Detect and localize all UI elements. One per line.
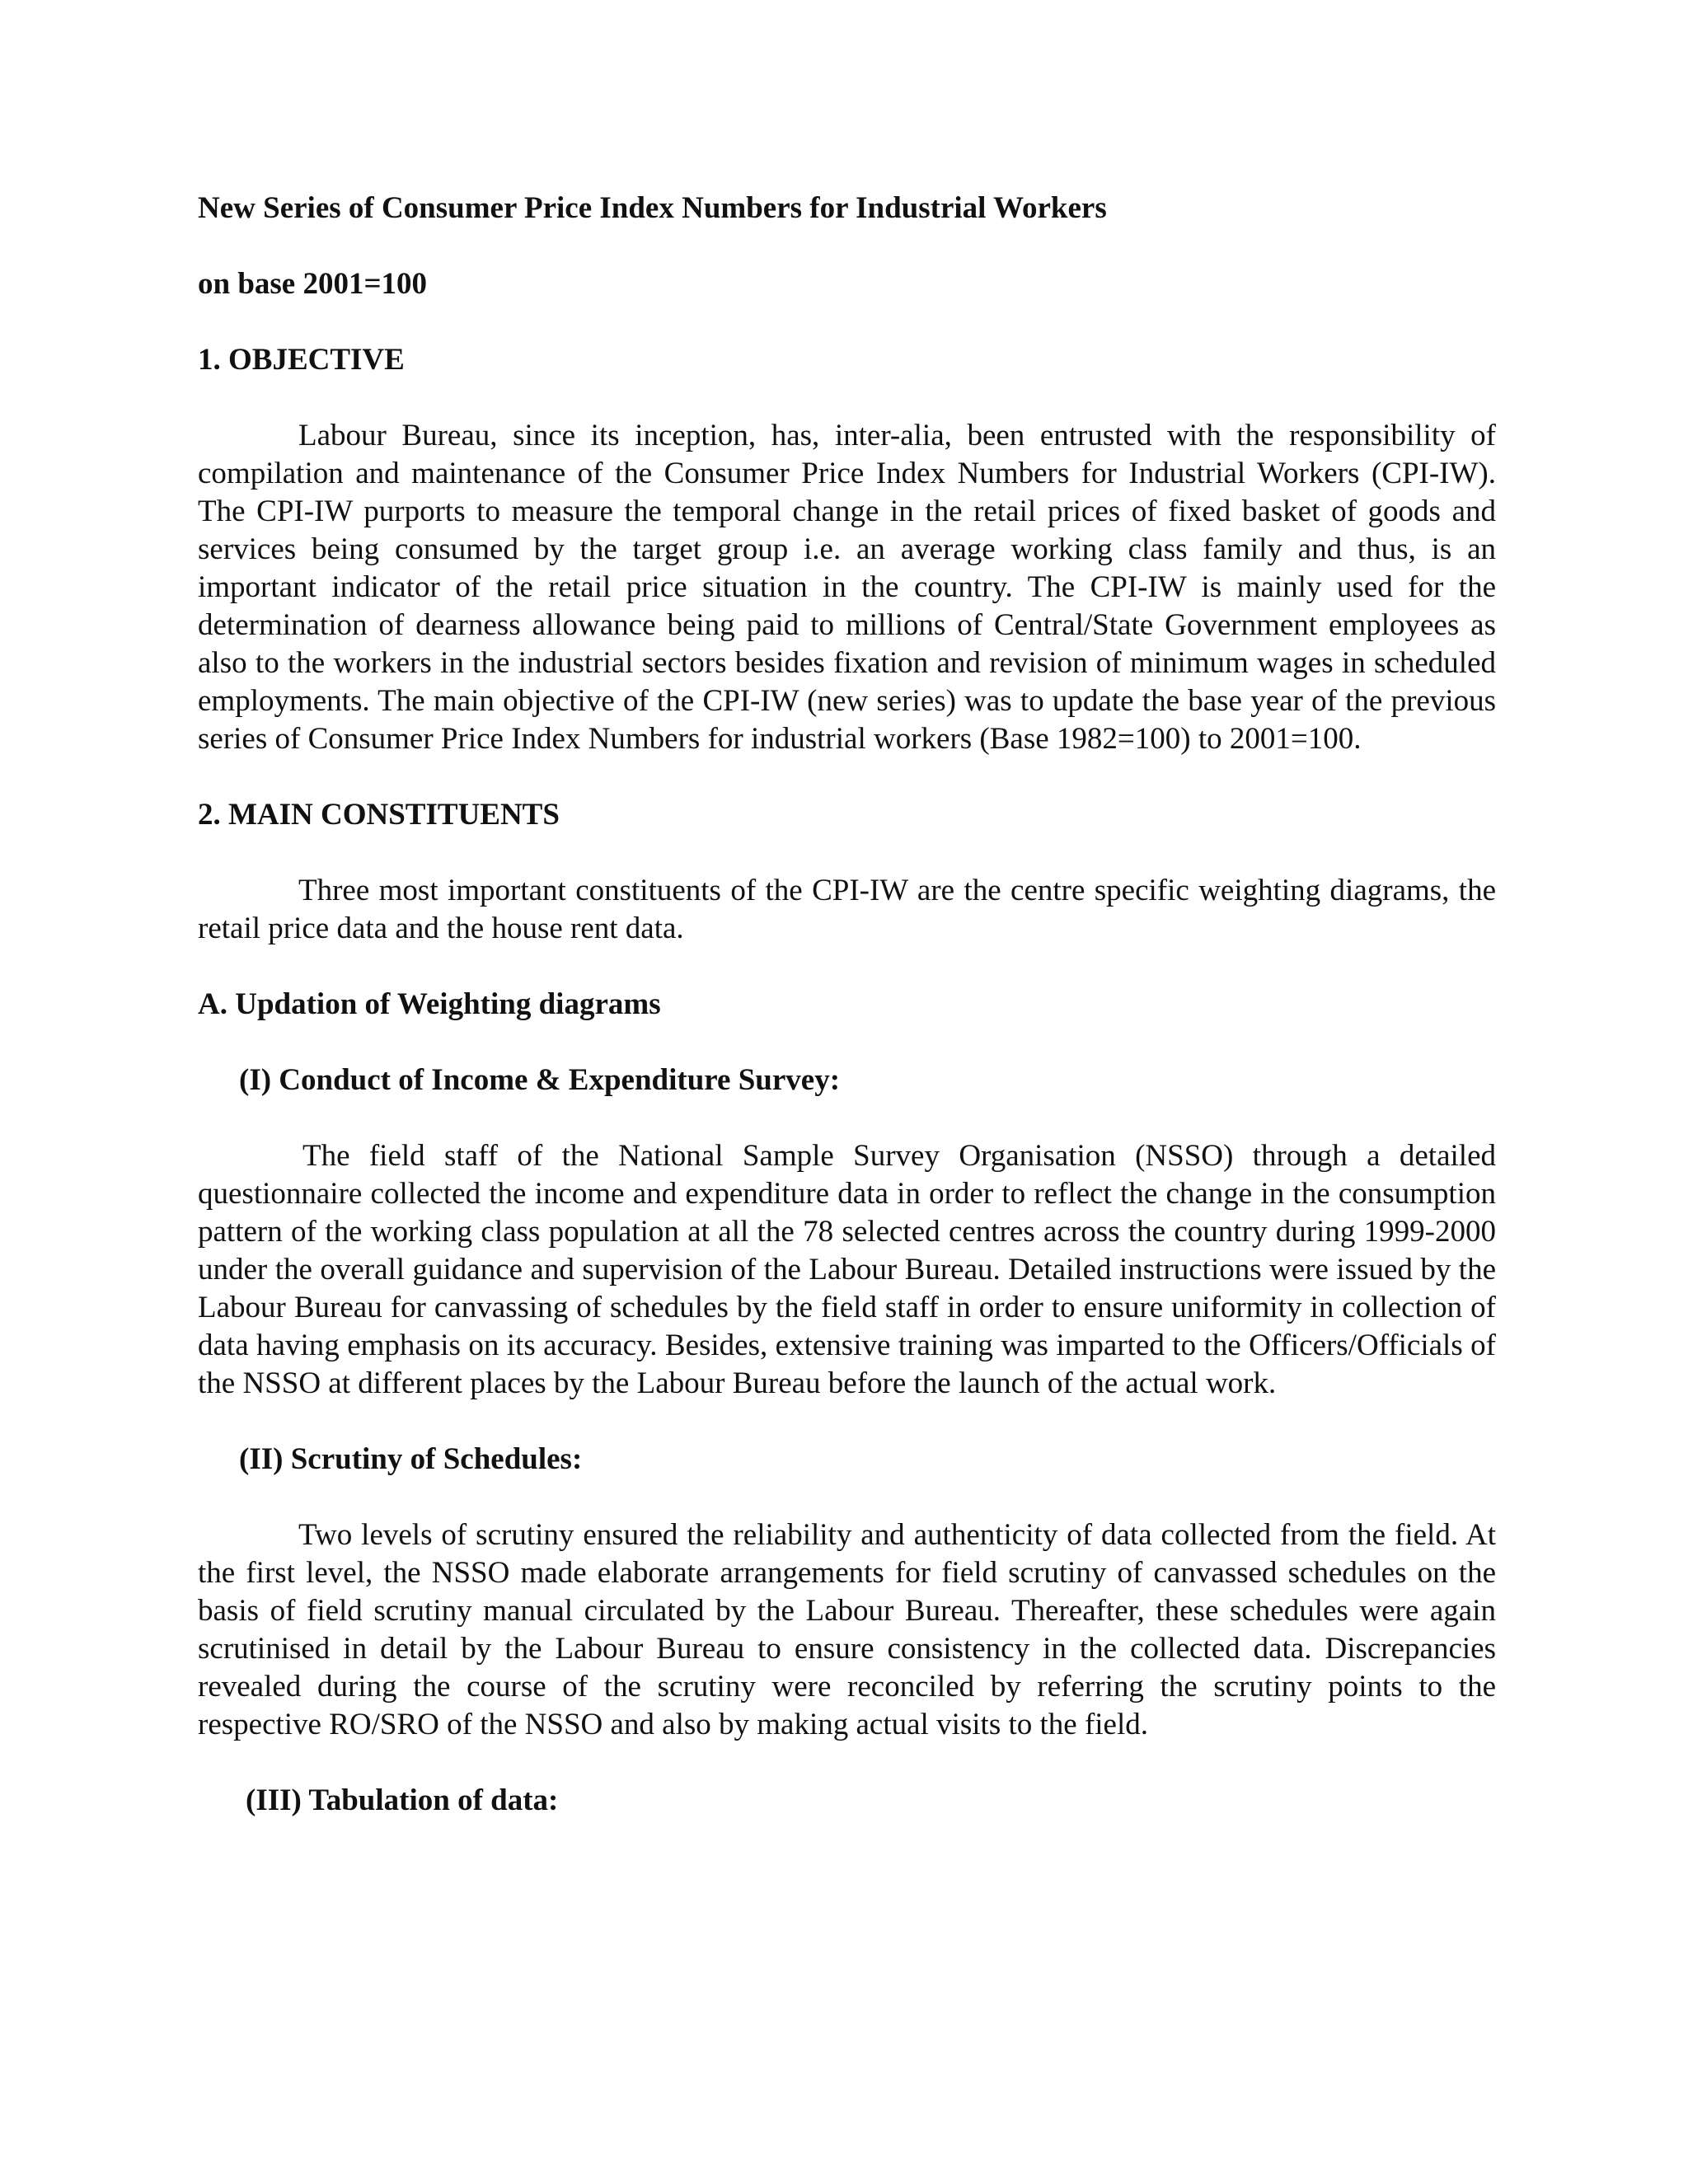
section-heading-main-constituents: 2. MAIN CONSTITUENTS xyxy=(198,798,560,832)
document-page xyxy=(198,190,1496,1820)
section-heading-objective: 1. OBJECTIVE xyxy=(198,343,405,377)
section-paragraph-main-constituents: Three most important constituents of the CPI-IW are the centre specific weighting diagrams, the retail price data and the house rent data. xyxy=(198,874,1496,945)
subsection-heading-tabulation: (III) Tabulation of data: xyxy=(246,1783,559,1817)
section-paragraph-objective: Labour Bureau, since its inception, has, inter-alia, been entrusted with the responsibility of compilation and maintenance of the Consumer Price Index Numbers for Industrial Workers (CPI-IW). The CPI-IW purports to measure the temporal change in the retail prices of fixed basket of goods and services being consumed by the target group i.e. an average working class family and thus, is an important indicator of the retail price situation in the country. The CPI-IW is mainly used for the determination of dearness allowance being paid to millions of Central/State Government employees as also to the workers in the industrial sectors besides fixation and revision of minimum wages in scheduled employments. The main objective of the CPI-IW (new series) was to update the base year of the previous series of Consumer Price Index Numbers for industrial workers (Base 1982=100) to 2001=100. xyxy=(198,419,1496,756)
section-heading-updation: A. Updation of Weighting diagrams xyxy=(198,987,661,1021)
subsection-paragraph-survey: The field staff of the National Sample Survey Organisation (NSSO) through a detailed questionnaire collected the income and expenditure data in order to reflect the change in the consumption pattern of the working class population at all the 78 selected centres across the country during 1999-2000 under the overall guidance and supervision of the Labour Bureau. Detailed instructions were issued by the Labour Bureau for canvassing of schedules by the field staff in order to ensure uniformity in collection of data having emphasis on its accuracy. Besides, extensive training was imparted to the Officers/Officials of the NSSO at different places by the Labour Bureau before the launch of the actual work. xyxy=(198,1139,1496,1400)
subsection-heading-scrutiny: (II) Scrutiny of Schedules: xyxy=(239,1442,583,1476)
document-title: New Series of Consumer Price Index Numbers for Industrial Workers xyxy=(198,191,1107,225)
subsection-paragraph-scrutiny: Two levels of scrutiny ensured the reliability and authenticity of data collected from the field. At the first level, the NSSO made elaborate arrangements for field scrutiny of canvassed schedules on the basis of field scrutiny manual circulated by the Labour Bureau. Thereafter, these schedules were again scrutinised in detail by the Labour Bureau to ensure consistency in the collected data. Discrepancies revealed during the course of the scrutiny were reconciled by referring the scrutiny points to the respective RO/SRO of the NSSO and also by making actual visits to the field. xyxy=(198,1518,1496,1741)
document-subtitle: on base 2001=100 xyxy=(198,267,428,301)
subsection-heading-survey: (I) Conduct of Income & Expenditure Survey: xyxy=(239,1063,841,1097)
